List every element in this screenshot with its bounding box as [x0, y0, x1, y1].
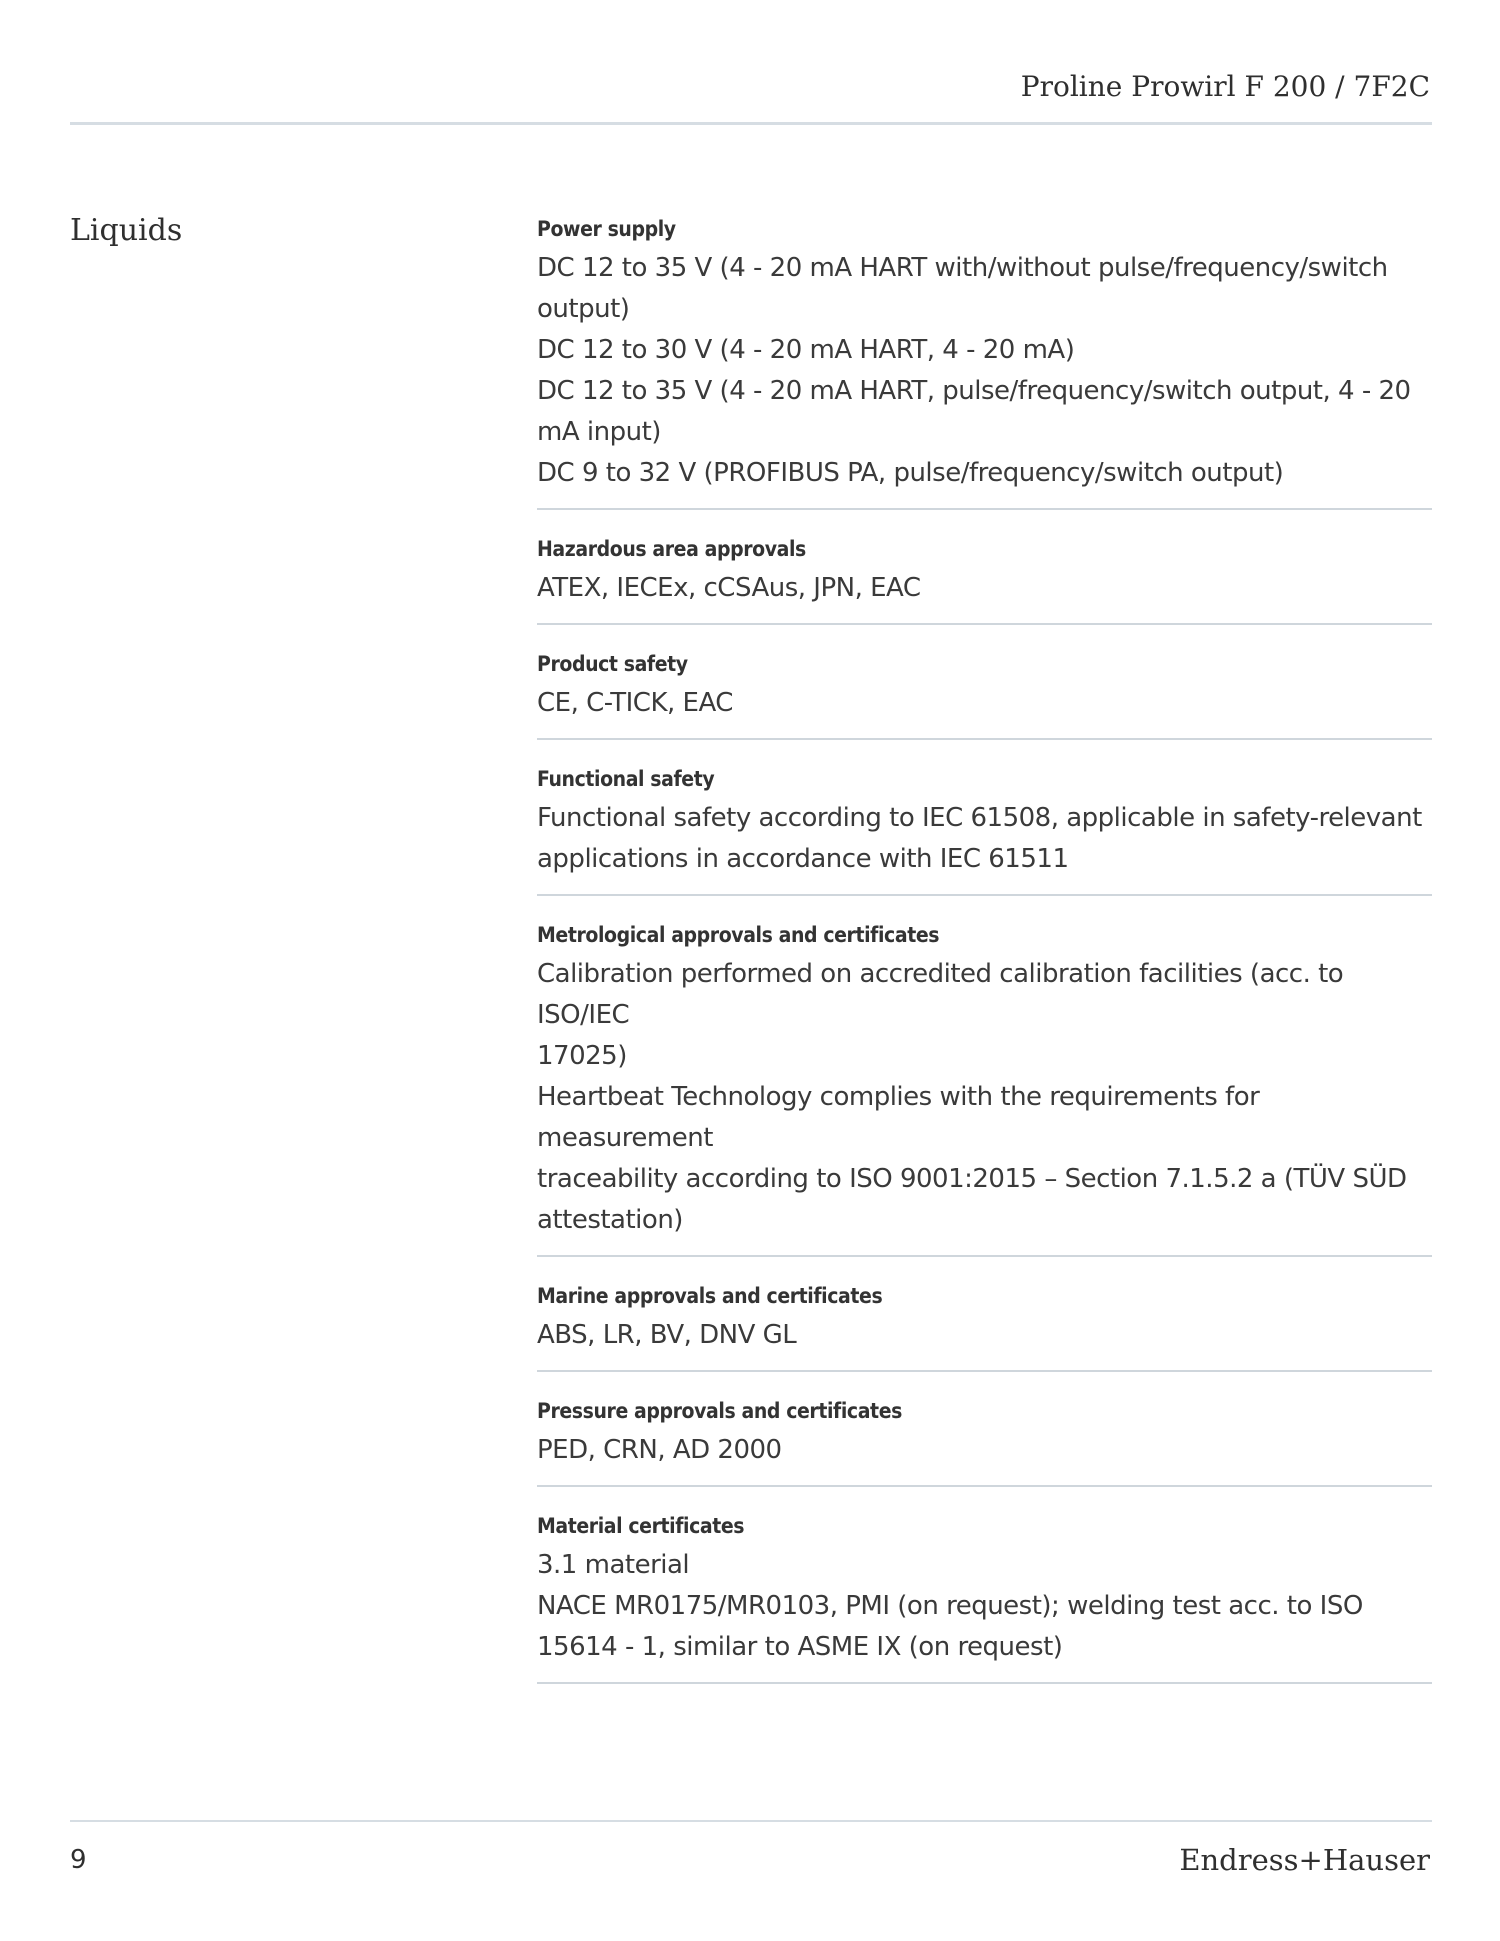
spec-line: DC 9 to 32 V (PROFIBUS PA, pulse/frequency/switch output): [537, 458, 1284, 488]
spec-line: output): [537, 294, 630, 324]
spec-title: Power supply: [537, 217, 676, 241]
spec-line: CE, C-TICK, EAC: [537, 688, 733, 718]
spec-block-hazardous-area-approvals: [537, 534, 1432, 625]
spec-line: mA input): [537, 417, 661, 447]
section-heading: Liquids: [70, 213, 183, 248]
specification-list: [537, 214, 1432, 1708]
spec-title: Marine approvals and certificates: [537, 1284, 883, 1308]
spec-line: NACE MR0175/MR0103, PMI (on request); welding test acc. to ISO: [537, 1591, 1363, 1621]
spec-block-material-certificates: [537, 1511, 1432, 1684]
spec-line: 3.1 material: [537, 1550, 690, 1580]
spec-line: DC 12 to 30 V (4 - 20 mA HART, 4 - 20 mA): [537, 335, 1075, 365]
spec-line: PED, CRN, AD 2000: [537, 1435, 782, 1465]
spec-block-metrological-approvals: [537, 920, 1432, 1257]
spec-title: Material certificates: [537, 1514, 745, 1538]
spec-line: 17025): [537, 1041, 627, 1071]
spec-line: ATEX, IECEx, cCSAus, JPN, EAC: [537, 573, 921, 603]
spec-block-pressure-approvals: [537, 1396, 1432, 1487]
header-divider: [70, 122, 1432, 125]
spec-line: Calibration performed on accredited calibration facilities (acc. to ISO/IEC: [537, 959, 1344, 1030]
spec-block-product-safety: [537, 649, 1432, 740]
spec-line: Heartbeat Technology complies with the requirements for measurement: [537, 1082, 1260, 1153]
spec-block-power-supply: [537, 214, 1432, 510]
spec-line: traceability according to ISO 9001:2015 – Section 7.1.5.2 a (TÜV SÜD: [537, 1164, 1407, 1194]
spec-line: DC 12 to 35 V (4 - 20 mA HART with/without pulse/frequency/switch: [537, 253, 1388, 283]
document-title: Proline Prowirl F 200 / 7F2C: [1020, 70, 1430, 103]
spec-title: Pressure approvals and certificates: [537, 1399, 902, 1423]
page-number: 9: [70, 1845, 87, 1875]
spec-title: Product safety: [537, 652, 688, 676]
spec-line: applications in accordance with IEC 61511: [537, 844, 1069, 874]
spec-title: Hazardous area approvals: [537, 537, 806, 561]
spec-line: Functional safety according to IEC 61508, applicable in safety-relevant: [537, 803, 1422, 833]
spec-title: Metrological approvals and certificates: [537, 923, 940, 947]
spec-line: 15614 - 1, similar to ASME IX (on request): [537, 1632, 1063, 1662]
spec-line: attestation): [537, 1205, 683, 1235]
spec-title: Functional safety: [537, 767, 715, 791]
spec-block-functional-safety: [537, 764, 1432, 896]
brand-logo-text: Endress+Hauser: [1179, 1843, 1430, 1877]
spec-line: ABS, LR, BV, DNV GL: [537, 1320, 797, 1350]
footer-divider: [70, 1820, 1432, 1822]
spec-block-marine-approvals: [537, 1281, 1432, 1372]
spec-line: DC 12 to 35 V (4 - 20 mA HART, pulse/frequency/switch output, 4 - 20: [537, 376, 1411, 406]
